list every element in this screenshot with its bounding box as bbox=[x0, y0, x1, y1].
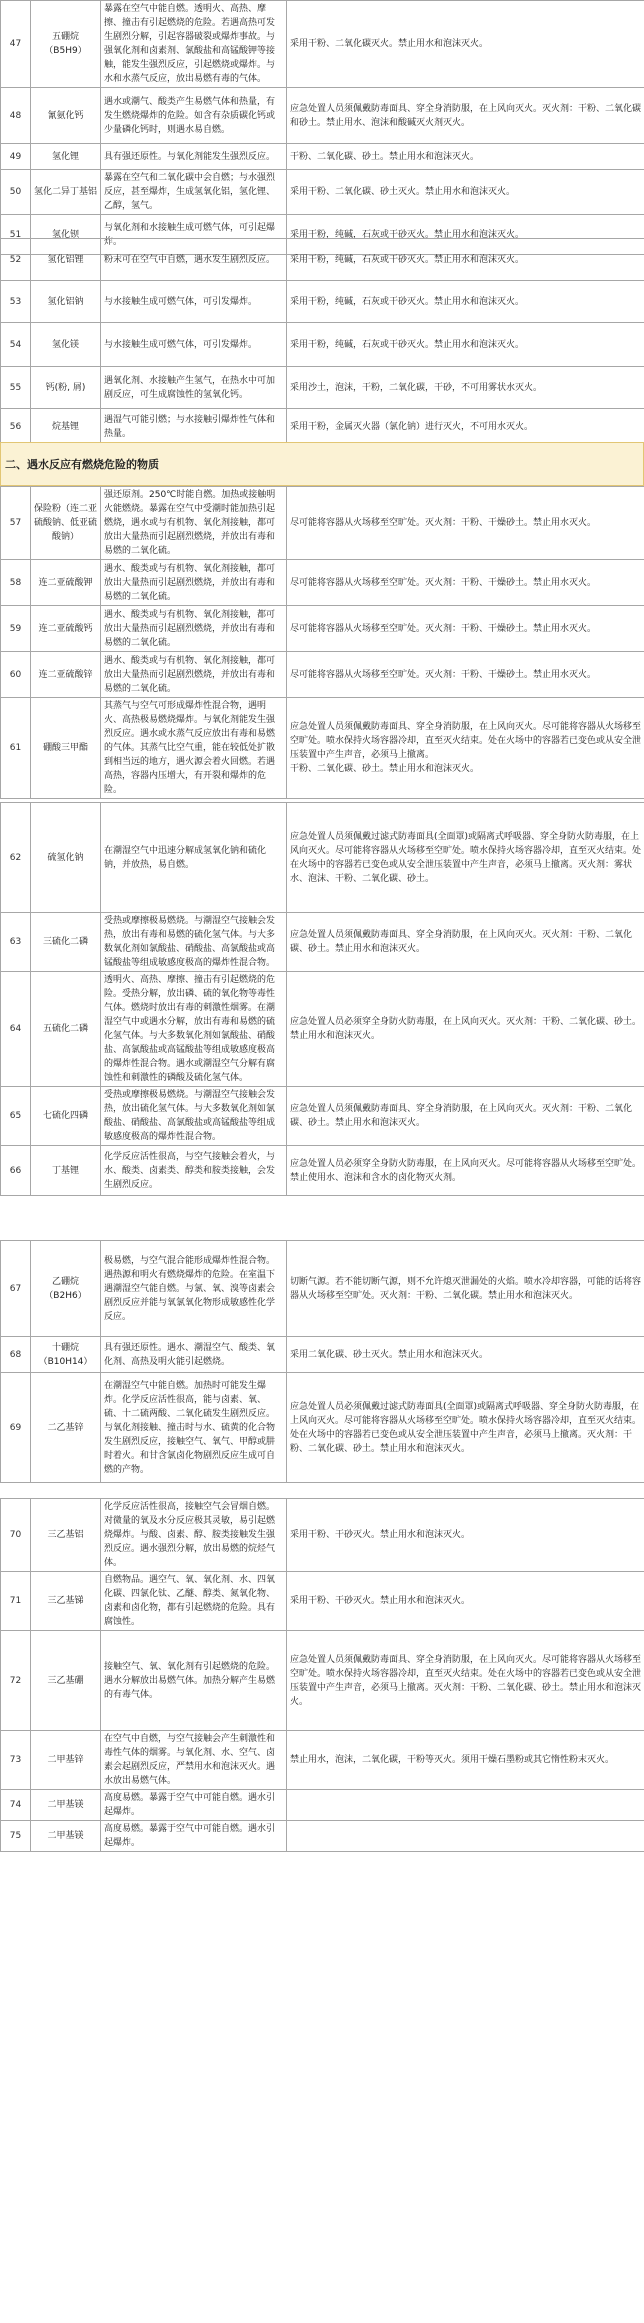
row-number: 58 bbox=[1, 560, 31, 606]
substance-name: 二甲基镁 bbox=[31, 1821, 101, 1852]
table-row bbox=[1, 88, 644, 144]
table-row bbox=[1, 1572, 644, 1631]
fire-measure: 应急处置人员须佩戴防毒面具、穿全身消防服，在上风向灭火。灭火剂：干粉、二氧化碳、砂土。禁止用水和泡沫灭火。 bbox=[287, 1087, 644, 1146]
hazard-table-1 bbox=[0, 0, 644, 255]
row-number: 65 bbox=[1, 1087, 31, 1146]
row-number: 56 bbox=[1, 409, 31, 445]
substance-name: 氢化二异丁基铝 bbox=[31, 170, 101, 215]
hazard-description: 与水接触生成可燃气体，可引发爆炸。 bbox=[101, 281, 287, 323]
hazard-description: 与水接触生成可燃气体，可引发爆炸。 bbox=[101, 323, 287, 367]
hazard-description: 在空气中自燃，与空气接触会产生刺激性和毒性气体的烟雾。与氧化剂、水、空气、卤素会起剧烈反应，严禁用水和泡沫灭火。遇水放出易燃气体。 bbox=[101, 1731, 287, 1790]
row-number: 55 bbox=[1, 367, 31, 409]
row-number: 72 bbox=[1, 1631, 31, 1731]
row-number: 48 bbox=[1, 88, 31, 144]
hazard-description: 具有强还原性。与氧化剂能发生强烈反应。 bbox=[101, 144, 287, 170]
fire-measure: 应急处置人员须佩戴防毒面具、穿全身消防服，在上风向灭火。尽可能将容器从火场移至空旷处。喷水保持火场容器冷却，直至灭火结束。处在火场中的容器若已变色或从安全泄压装置中产生声音，必须马上撤离。 干粉、二氧化碳、砂土。禁止用水和泡沫灭火。 bbox=[287, 698, 644, 799]
row-number: 64 bbox=[1, 972, 31, 1087]
substance-name: 二乙基锌 bbox=[31, 1373, 101, 1483]
hazard-description: 粉末可在空气中自燃，遇水发生剧烈反应。 bbox=[101, 239, 287, 281]
substance-name: 连二亚硫酸钾 bbox=[31, 560, 101, 606]
substance-name: 乙硼烷（B2H6） bbox=[31, 1241, 101, 1337]
section-title: 二、遇水反应有燃烧危险的物质 bbox=[5, 458, 159, 471]
row-number: 50 bbox=[1, 170, 31, 215]
substance-name: 保险粉（连二亚硫酸钠、低亚硫酸钠） bbox=[31, 487, 101, 560]
substance-name: 三乙基铝 bbox=[31, 1499, 101, 1572]
table-row bbox=[1, 1821, 644, 1852]
table-row bbox=[1, 1790, 644, 1821]
hazard-table-6 bbox=[0, 1498, 644, 1852]
hazard-description: 暴露在空气中能自燃。透明火、高热、摩擦、撞击有引起燃烧的危险。若遇高热可发生剧烈分解，引起容器破裂或爆炸事故。与强氧化剂和卤素剂、氯酸盐和高锰酸钾等接触，能发生强烈反应，引起燃烧或爆炸。与水和水蒸气反应，放出易燃有毒的气体。 bbox=[101, 1, 287, 88]
section-header bbox=[0, 442, 644, 486]
row-number: 63 bbox=[1, 913, 31, 972]
fire-measure: 应急处置人员须佩戴防毒面具、穿全身消防服，在上风向灭火。尽可能将容器从火场移至空旷处。喷水保持火场容器冷却，直至灭火结束。处在火场中的容器若已变色或从安全泄压装置中产生声音，必须马上撤离。灭火剂：干粉、二氧化碳、砂土。禁止用水和泡沫灭火。 bbox=[287, 1631, 644, 1731]
row-number: 70 bbox=[1, 1499, 31, 1572]
row-number: 60 bbox=[1, 652, 31, 698]
row-number: 74 bbox=[1, 1790, 31, 1821]
table-row bbox=[1, 487, 644, 560]
hazard-description: 极易燃，与空气混合能形成爆炸性混合物。遇热源和明火有燃烧爆炸的危险。在室温下遇潮湿空气能自燃。与氯、氧、溴等卤素会剧烈反应并能与氧氯氧化物形成敏感性化学反应。 bbox=[101, 1241, 287, 1337]
substance-name: 氢化钡 bbox=[31, 215, 101, 255]
row-number: 54 bbox=[1, 323, 31, 367]
hazard-description: 遇水、酸类或与有机物、氧化剂接触，都可放出大量热而引起剧烈燃烧，并放出有毒和易燃的二氧化硫。 bbox=[101, 652, 287, 698]
fire-measure: 采用二氧化碳、砂土灭火。禁止用水和泡沫灭火。 bbox=[287, 1337, 644, 1373]
row-number: 59 bbox=[1, 606, 31, 652]
hazard-description: 强还原剂。250℃时能自燃。加热或接触明火能燃烧。暴露在空气中受潮时能加热引起燃烧，遇水或与有机物、氧化剂接触，都可放出大量热而引起剧烈燃烧，并放出有毒和易燃的二氧化硫。 bbox=[101, 487, 287, 560]
row-number: 71 bbox=[1, 1572, 31, 1631]
substance-name: 氰氨化钙 bbox=[31, 88, 101, 144]
row-number: 52 bbox=[1, 239, 31, 281]
row-number: 53 bbox=[1, 281, 31, 323]
row-number: 69 bbox=[1, 1373, 31, 1483]
substance-name: 三乙基锑 bbox=[31, 1572, 101, 1631]
fire-measure: 应急处置人员必须穿全身防火防毒服，在上风向灭火。灭火剂：干粉、二氧化碳、砂土。禁止用水和泡沫灭火。 bbox=[287, 972, 644, 1087]
table-row bbox=[1, 1, 644, 88]
substance-name: 连二亚硫酸锌 bbox=[31, 652, 101, 698]
substance-name: 三硫化二磷 bbox=[31, 913, 101, 972]
table-row bbox=[1, 323, 644, 367]
table-row bbox=[1, 144, 644, 170]
table-row bbox=[1, 1373, 644, 1483]
row-number: 68 bbox=[1, 1337, 31, 1373]
hazard-description: 遇湿气可能引燃；与水接触引爆炸性气体和热量。 bbox=[101, 409, 287, 445]
table-row bbox=[1, 606, 644, 652]
substance-name: 氢化铝锂 bbox=[31, 239, 101, 281]
substance-name: 二甲基镁 bbox=[31, 1790, 101, 1821]
row-number: 75 bbox=[1, 1821, 31, 1852]
substance-name: 七硫化四磷 bbox=[31, 1087, 101, 1146]
table-row bbox=[1, 1146, 644, 1196]
hazard-table-3 bbox=[0, 486, 644, 799]
substance-name: 氢化铝钠 bbox=[31, 281, 101, 323]
substance-name: 二甲基锌 bbox=[31, 1731, 101, 1790]
substance-name: 五硫化二磷 bbox=[31, 972, 101, 1087]
table-row bbox=[1, 803, 644, 913]
row-number: 66 bbox=[1, 1146, 31, 1196]
fire-measure: 采用干粉，纯碱，石灰或干砂灭火。禁止用水和泡沫灭火。 bbox=[287, 215, 644, 255]
row-number: 47 bbox=[1, 1, 31, 88]
substance-name: 氢化锂 bbox=[31, 144, 101, 170]
substance-name: 钙(粉, 屑) bbox=[31, 367, 101, 409]
fire-measure: 采用干粉、二氧化碳灭火。禁止用水和泡沫灭火。 bbox=[287, 1, 644, 88]
fire-measure: 采用沙土，泡沫，干粉，二氧化碳，干砂，不可用雾状水灭火。 bbox=[287, 367, 644, 409]
table-row bbox=[1, 1241, 644, 1337]
table-row bbox=[1, 560, 644, 606]
row-number: 67 bbox=[1, 1241, 31, 1337]
substance-name: 五硼烷（B5H9） bbox=[31, 1, 101, 88]
fire-measure: 尽可能将容器从火场移至空旷处。灭火剂：干粉、干燥砂土。禁止用水灭火。 bbox=[287, 560, 644, 606]
table-row bbox=[1, 652, 644, 698]
fire-measure: 采用干粉，纯碱，石灰或干砂灭火。禁止用水和泡沫灭火。 bbox=[287, 239, 644, 281]
fire-measure: 干粉、二氧化碳、砂土。禁止用水和泡沫灭火。 bbox=[287, 144, 644, 170]
substance-name: 硫氢化钠 bbox=[31, 803, 101, 913]
hazard-table-4 bbox=[0, 802, 644, 1196]
substance-name: 丁基锂 bbox=[31, 1146, 101, 1196]
fire-measure bbox=[287, 1790, 644, 1821]
hazard-description: 在潮湿空气中能自燃。加热时可能发生爆炸。化学反应活性很高，能与卤素、氧、硫、十二硫两酸、二氧化硫发生剧烈反应。与氧化剂接触、撞击时与水、硫黄的化合物发生剧烈反应，接触空气、氧气、甲醇或肼时着火。和甘含氯卤化物剧烈反应生成可自燃的产物。 bbox=[101, 1373, 287, 1483]
table-row bbox=[1, 1631, 644, 1731]
fire-measure: 应急处置人员须佩戴防毒面具、穿全身消防服，在上风向灭火。灭火剂：干粉、二氧化碳和砂土。禁止用水、泡沫和酸碱灭火剂灭火。 bbox=[287, 88, 644, 144]
table-row bbox=[1, 1337, 644, 1373]
table-row bbox=[1, 281, 644, 323]
fire-measure: 采用干粉，纯碱，石灰或干砂灭火。禁止用水和泡沫灭火。 bbox=[287, 323, 644, 367]
fire-measure: 尽可能将容器从火场移至空旷处。灭火剂：干粉、干燥砂土。禁止用水灭火。 bbox=[287, 606, 644, 652]
table-row bbox=[1, 1731, 644, 1790]
fire-measure: 采用干粉，金属灭火器（氯化钠）进行灭火，不可用水灭火。 bbox=[287, 409, 644, 445]
hazard-description: 透明火、高热、摩擦、撞击有引起燃烧的危险。受热分解，放出磷、硫的氧化物等毒性气体。燃烧时放出有毒的刺激性烟雾。在潮湿空气中或遇水分解，放出有毒和易燃的硫化氢气体。与大多数氧化剂如氯酸盐、硝酸盐、高氯酸盐或高锰酸盐等组成敏感度极高的爆炸性混合物。遇水或潮湿空气分解有腐蚀性和刺激性的磷酸及硫化氢气体。 bbox=[101, 972, 287, 1087]
fire-measure: 应急处置人员须佩戴过滤式防毒面具(全面罩)或隔离式呼吸器、穿全身防火防毒服，在上风向灭火。尽可能将容器从火场移至空旷处。喷水保持火场容器冷却，直至灭火结束。处在火场中的容器若已变色或从安全泄压装置中产生声音，必须马上撤离。灭火剂：雾状水、泡沫、干粉、二氧化碳、砂土。 bbox=[287, 803, 644, 913]
table-row bbox=[1, 1087, 644, 1146]
hazard-description: 受热或摩擦极易燃烧。与潮湿空气接触会发热，放出有毒和易燃的硫化氢气体。与大多数氧化剂如氯酸盐、硝酸盐、高氯酸盐或高锰酸盐等组成敏感度极高的爆炸性混合物。 bbox=[101, 913, 287, 972]
substance-name: 连二亚硫酸钙 bbox=[31, 606, 101, 652]
hazard-description: 与氧化剂和水接触生成可燃气体，可引起爆炸。 bbox=[101, 215, 287, 255]
fire-measure: 禁止用水，泡沫，二氧化碳，干粉等灭火。须用干燥石墨粉或其它惰性粉末灭火。 bbox=[287, 1731, 644, 1790]
fire-measure: 采用干粉、干砂灭火。禁止用水和泡沫灭火。 bbox=[287, 1572, 644, 1631]
table-row bbox=[1, 698, 644, 799]
table-row bbox=[1, 409, 644, 445]
hazard-description: 在潮湿空气中迅速分解成氢氧化钠和硫化钠，并放热，易自燃。 bbox=[101, 803, 287, 913]
table-row bbox=[1, 367, 644, 409]
fire-measure: 应急处置人员必须佩戴过滤式防毒面具(全面罩)或隔离式呼吸器、穿全身防火防毒服，在上风向灭火。尽可能将容器从火场移至空旷处。喷水保持火场容器冷却，直至灭火结束。处在火场中的容器若已变色或从安全泄压装置中产生声音，必须马上撤离。灭火剂：干粉、二氧化碳、砂土。禁止用水和泡沫灭火。 bbox=[287, 1373, 644, 1483]
hazard-description: 遇水、酸类或与有机物、氧化剂接触，都可放出大量热而引起剧烈燃烧，并放出有毒和易燃的二氧化硫。 bbox=[101, 606, 287, 652]
row-number: 57 bbox=[1, 487, 31, 560]
hazard-table-5 bbox=[0, 1240, 644, 1483]
fire-measure: 应急处置人员须佩戴防毒面具、穿全身消防服，在上风向灭火。灭火剂：干粉、二氧化碳、砂土。禁止用水和泡沫灭火。 bbox=[287, 913, 644, 972]
row-number: 51 bbox=[1, 215, 31, 255]
substance-name: 三乙基硼 bbox=[31, 1631, 101, 1731]
hazard-description: 暴露在空气和二氧化碳中会自燃；与水强烈反应，甚至爆炸，生成氢氧化铝，氢化锂、乙醇，氢气。 bbox=[101, 170, 287, 215]
fire-measure: 采用干粉、干砂灭火。禁止用水和泡沫灭火。 bbox=[287, 1499, 644, 1572]
hazard-description: 化学反应活性很高，与空气接触会着火，与水、酸类、卤素类、醇类和胺类接触，会发生剧烈反应。 bbox=[101, 1146, 287, 1196]
hazard-description: 受热或摩擦极易燃烧。与潮湿空气接触会发热，放出硫化氢气体。与大多数氧化剂如氯酸盐、硝酸盐、高氯酸盐或高锰酸盐等组成敏感度极高的爆炸性混合物。 bbox=[101, 1087, 287, 1146]
fire-measure: 尽可能将容器从火场移至空旷处。灭火剂：干粉、干燥砂土。禁止用水灭火。 bbox=[287, 652, 644, 698]
table-row bbox=[1, 972, 644, 1087]
hazard-description: 遇水、酸类或与有机物、氧化剂接触，都可放出大量热而引起剧烈燃烧，并放出有毒和易燃的二氧化硫。 bbox=[101, 560, 287, 606]
hazard-description: 化学反应活性很高，接触空气会冒烟自燃。对微量的氧及水分反应极其灵敏，易引起燃烧爆炸。与酸、卤素、醇、胺类接触发生强烈反应。遇水强烈分解，放出易燃的烷烃气体。 bbox=[101, 1499, 287, 1572]
fire-measure: 采用干粉，纯碱，石灰或干砂灭火。禁止用水和泡沫灭火。 bbox=[287, 281, 644, 323]
hazard-description: 其蒸气与空气可形成爆炸性混合物，遇明火、高热极易燃烧爆炸。与氧化剂能发生强烈反应。遇水或水蒸气反应放出有毒和易燃的气体。其蒸气比空气重，能在较低处扩散到相当远的地方，遇火源会着火回燃。若遇高热，容器内压增大，有开裂和爆炸的危险。 bbox=[101, 698, 287, 799]
row-number: 49 bbox=[1, 144, 31, 170]
fire-measure: 尽可能将容器从火场移至空旷处。灭火剂：干粉、干燥砂土。禁止用水灭火。 bbox=[287, 487, 644, 560]
row-number: 73 bbox=[1, 1731, 31, 1790]
row-number: 61 bbox=[1, 698, 31, 799]
hazard-description: 高度易燃。暴露于空气中可能自燃。遇水引起爆炸。 bbox=[101, 1790, 287, 1821]
fire-measure: 采用干粉、二氧化碳、砂土灭火。禁止用水和泡沫灭火。 bbox=[287, 170, 644, 215]
hazard-description: 具有强还原性。遇水、潮湿空气、酸类、氧化剂、高热及明火能引起燃烧。 bbox=[101, 1337, 287, 1373]
table-row bbox=[1, 239, 644, 281]
fire-measure: 切断气源。若不能切断气源，则不允许熄灭泄漏处的火焰。喷水冷却容器，可能的话将容器从火场移至空旷处。灭火剂：干粉、二氧化碳。禁止用水和泡沫灭火。 bbox=[287, 1241, 644, 1337]
fire-measure: 应急处置人员必须穿全身防火防毒服，在上风向灭火。尽可能将容器从火场移至空旷处。禁止使用水、泡沫和含水的卤化物灭火剂。 bbox=[287, 1146, 644, 1196]
hazard-description: 高度易燃。暴露于空气中可能自燃。遇水引起爆炸。 bbox=[101, 1821, 287, 1852]
hazard-table-2 bbox=[0, 238, 644, 445]
hazard-description: 自燃物品。遇空气、氧、氧化剂、水、四氧化碳、四氯化钛、乙醚、醇类、氮氧化物、卤素和卤化物，都有引起燃烧的危险。具有腐蚀性。 bbox=[101, 1572, 287, 1631]
substance-name: 氢化镁 bbox=[31, 323, 101, 367]
hazard-description: 接触空气、氧、氧化剂有引起燃烧的危险。遇水分解放出易燃气体。加热分解产生易燃的有毒气体。 bbox=[101, 1631, 287, 1731]
hazard-description: 遇氧化剂、水接触产生氢气，在热水中可加剧反应，可生成腐蚀性的氢氧化钙。 bbox=[101, 367, 287, 409]
hazard-description: 遇水或潮气、酸类产生易燃气体和热量，有发生燃烧爆炸的危险。如含有杂质碳化钙或少量磷化钙时，则遇水易自燃。 bbox=[101, 88, 287, 144]
row-number: 62 bbox=[1, 803, 31, 913]
table-row bbox=[1, 1499, 644, 1572]
substance-name: 十硼烷（B10H14） bbox=[31, 1337, 101, 1373]
table-row bbox=[1, 913, 644, 972]
fire-measure bbox=[287, 1821, 644, 1852]
substance-name: 烷基锂 bbox=[31, 409, 101, 445]
substance-name: 硼酸三甲酯 bbox=[31, 698, 101, 799]
table-row bbox=[1, 170, 644, 215]
